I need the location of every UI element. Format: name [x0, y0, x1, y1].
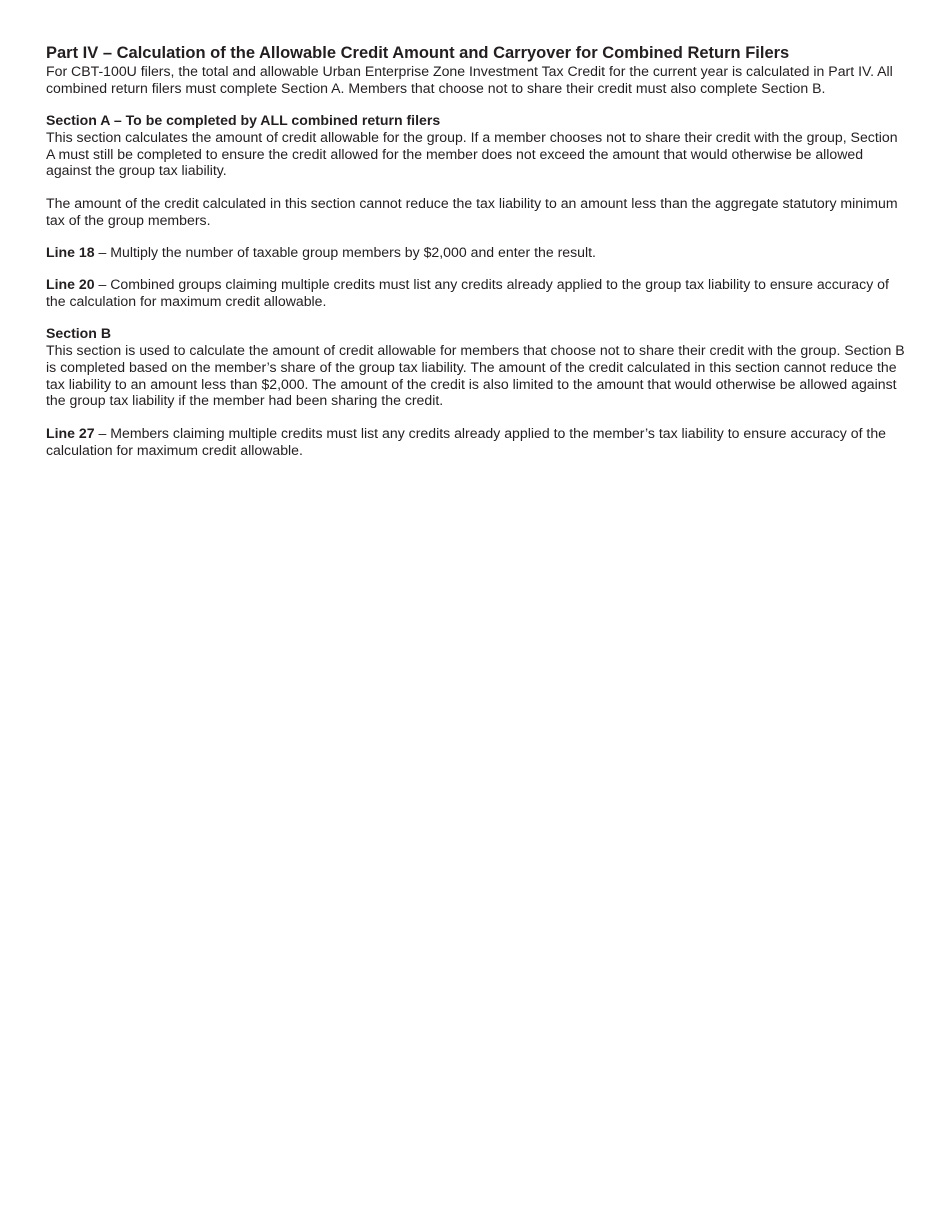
section-a-paragraph-2: The amount of the credit calculated in this section cannot reduce the tax liability to an amount less than the aggregate statutory minimum tax of the group members.: [46, 194, 898, 228]
line-27-label: Line 27: [46, 424, 95, 441]
line-20-text: – Combined groups claiming multiple credits must list any credits already applied to the group tax liability to ensure accuracy of the calculation for maximum credit allowable.: [46, 276, 889, 309]
instructions-page: [46, 43, 908, 458]
line-20-instruction: [46, 276, 908, 310]
part-title: Part IV – Calculation of the Allowable Credit Amount and Carryover for Combined Return Filers: [46, 44, 790, 62]
section-a-paragraph-1: This section calculates the amount of credit allowable for the group. If a member chooses not to share their credit with the group, Section A must still be completed to ensure the credit allowed for the member does not exceed the amount that would otherwise be allowed against the group tax liability.: [46, 128, 898, 179]
line-20-label: Line 20: [46, 276, 95, 293]
line-18-label: Line 18: [46, 243, 95, 260]
part-intro: For CBT-100U filers, the total and allowable Urban Enterprise Zone Investment Tax Credit for the current year is calculated in Part IV. All combined return filers must complete Section A. Members that choose not to share their credit must also complete Section B.: [46, 63, 893, 96]
line-27-instruction: [46, 425, 908, 459]
line-27-text: – Members claiming multiple credits must list any credits already applied to the member’s tax liability to ensure accuracy of the calculation for maximum credit allowable.: [46, 424, 886, 458]
section-b-paragraph-1: This section is used to calculate the amount of credit allowable for members that choose not to share their credit with the group. Section B is completed based on the member’s share of the group tax liability. The amount of the credit calculated in this section cannot reduce the tax liability to an amount less than $2,000. The amount of the credit is also limited to the amount that would otherwise be allowed against the group tax liability if the member had been sharing the credit.: [46, 342, 905, 409]
section-a-title: Section A – To be completed by ALL combined return filers: [46, 112, 441, 129]
line-18-instruction: [46, 244, 908, 261]
line-18-text: – Multiply the number of taxable group members by $2,000 and enter the result.: [94, 243, 596, 260]
section-b-title: Section B: [46, 325, 111, 342]
